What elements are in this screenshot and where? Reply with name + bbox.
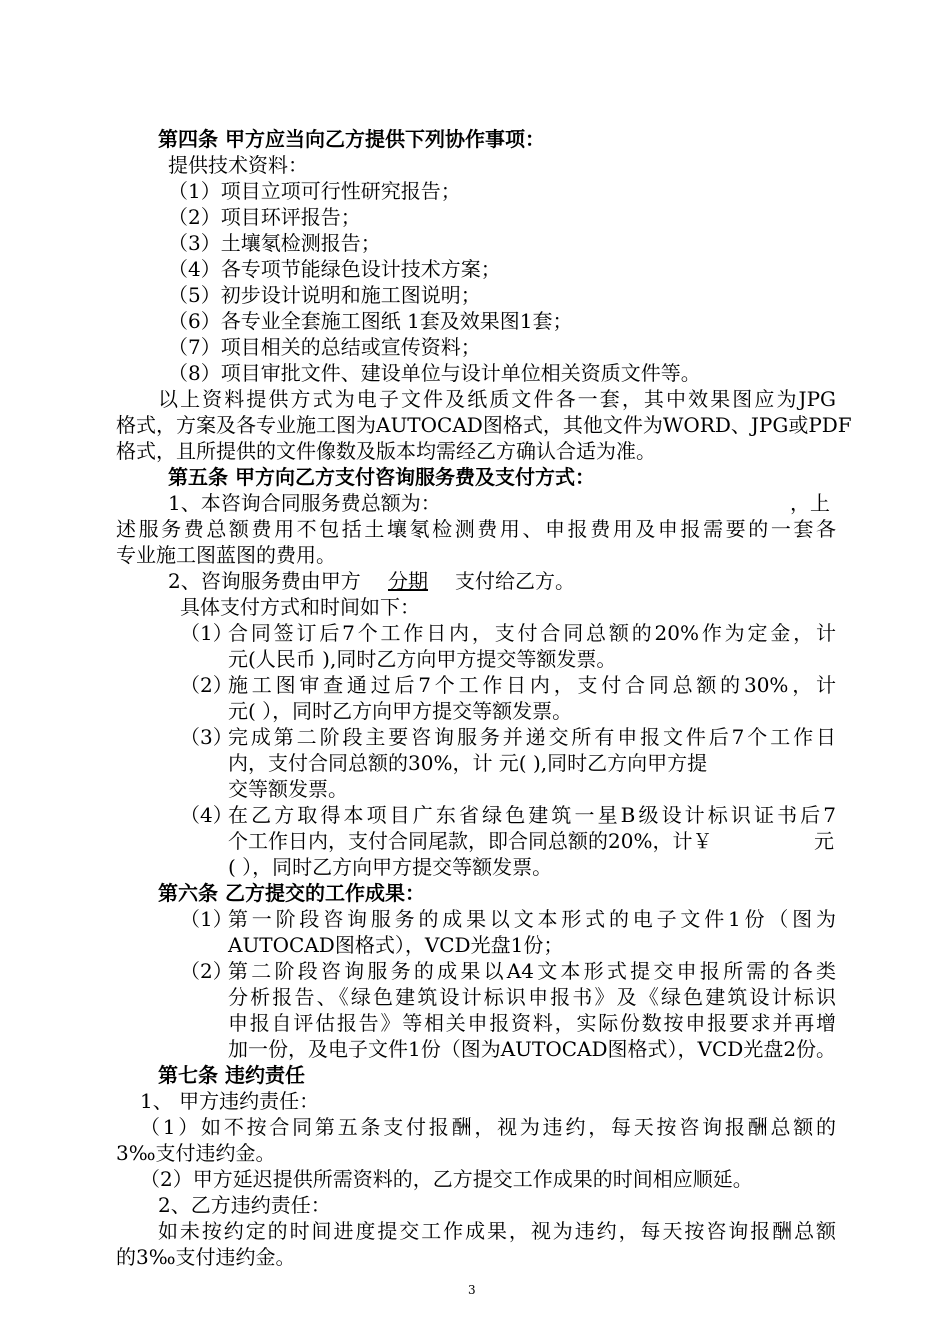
article-5-p3: 具体支付方式和时间如下：: [180, 595, 420, 619]
result-item-line: 加一份，及电子文件1份（图为AUTOCAD图格式），VCD光盘2份。: [228, 1037, 837, 1061]
payment-item-number: （4）: [180, 803, 233, 827]
payment-item-line: ( ），同时乙方向甲方提交等额发票。: [228, 855, 553, 879]
article-5-p1-line: 述服务费总额费用不包括土壤氡检测费用、申报费用及申报需要的一套各: [116, 517, 836, 541]
list-item: （5）初步设计说明和施工图说明；: [168, 283, 481, 307]
article-4-heading: 第四条 甲方应当向乙方提供下列协作事项：: [158, 127, 545, 151]
list-item: （8）项目审批文件、建设单位与设计单位相关资质文件等。: [168, 361, 701, 385]
payment-item-line: 元(人民币 ),同时乙方向甲方提交等额发票。: [228, 647, 617, 671]
payment-item-line: 交等额发票。: [228, 777, 348, 801]
list-item: （1）项目立项可行性研究报告；: [168, 179, 461, 203]
list-item: （2）项目环评报告；: [168, 205, 361, 229]
result-item-line: 第一阶段咨询服务的成果以文本形式的电子文件1份（图为: [228, 907, 836, 931]
article-7-heading: 第七条 违约责任: [158, 1063, 305, 1087]
list-item: （6）各专业全套施工图纸 1套及效果图1套；: [168, 309, 573, 333]
page-number: 3: [468, 1283, 476, 1297]
payment-item-line: 完成第二阶段主要咨询服务并递交所有申报文件后7个工作日: [228, 725, 836, 749]
payment-item-line: 在乙方取得本项目广东省绿色建筑一星B级设计标识证书后7: [228, 803, 836, 827]
result-item-number: （1）: [180, 907, 233, 931]
article-4-note-line: 格式，且所提供的文件像数及版本均需经乙方确认合适为准。: [116, 439, 656, 463]
payment-item-number: （1）: [180, 621, 233, 645]
result-item-line: 第二阶段咨询服务的成果以A4文本形式提交申报所需的各类: [228, 959, 836, 983]
result-item-number: （2）: [180, 959, 233, 983]
payment-item-number: （2）: [180, 673, 233, 697]
article-5-p1-start: 1、本咨询合同服务费总额为：: [168, 491, 441, 515]
article-4-note-line: 格式，方案及各专业施工图为AUTOCAD图格式，其他文件为WORD、JPG或PDF: [116, 413, 852, 437]
payment-item-line: 内，支付合同总额的30%，计 元( ),同时乙方向甲方提: [228, 751, 708, 775]
article-7-line: （2）甲方延迟提供所需资料的，乙方提交工作成果的时间相应顺延。: [140, 1167, 753, 1191]
article-4-intro: 提供技术资料：: [168, 153, 308, 177]
result-item-line: 申报自评估报告》等相关申报资料，实际份数按申报要求并再增: [228, 1011, 836, 1035]
payment-item-line: 施工图审查通过后7个工作日内，支付合同总额的30%，计: [228, 673, 836, 697]
article-6-heading: 第六条 乙方提交的工作成果：: [158, 881, 425, 905]
result-item-line: 分析报告、《绿色建筑设计标识申报书》及《绿色建筑设计标识: [228, 985, 836, 1009]
article-7-line: 的3‰支付违约金。: [116, 1245, 296, 1269]
result-item-line: AUTOCAD图格式），VCD光盘1份；: [228, 933, 564, 957]
payment-item-line: 个工作日内，支付合同尾款，即合同总额的20%，计￥: [228, 829, 713, 853]
article-7-line: （1）如不按合同第五条支付报酬，视为违约，每天按咨询报酬总额的: [140, 1115, 836, 1139]
payment-item-line: 合同签订后7个工作日内，支付合同总额的20%作为定金，计: [228, 621, 836, 645]
payment-item-line: 元( ），同时乙方向甲方提交等额发票。: [228, 699, 573, 723]
article-7-line: 如未按约定的时间进度提交工作成果，视为违约，每天按咨询报酬总额: [158, 1219, 836, 1243]
list-item: （4）各专项节能绿色设计技术方案；: [168, 257, 501, 281]
article-5-p1-end: ，上: [790, 491, 830, 515]
payment-mode-field: 分期: [388, 569, 428, 593]
article-4-note-line: 以上资料提供方式为电子文件及纸质文件各一套，其中效果图应为JPG: [158, 387, 836, 411]
article-5-p2-start: 2、咨询服务费由甲方: [168, 569, 361, 593]
list-item: （3）土壤氡检测报告；: [168, 231, 381, 255]
article-7-section-1: 1、 甲方违约责任：: [140, 1089, 320, 1113]
article-7-line: 3‰支付违约金。: [116, 1141, 276, 1165]
article-5-p2-end: 支付给乙方。: [455, 569, 575, 593]
payment-item-unit: 元: [814, 829, 834, 853]
article-5-heading: 第五条 甲方向乙方支付咨询服务费及支付方式：: [168, 465, 595, 489]
article-7-section-2: 2、乙方违约责任：: [158, 1193, 331, 1217]
article-5-p1-line: 专业施工图蓝图的费用。: [116, 543, 336, 567]
list-item: （7）项目相关的总结或宣传资料；: [168, 335, 481, 359]
payment-item-number: （3）: [180, 725, 233, 749]
